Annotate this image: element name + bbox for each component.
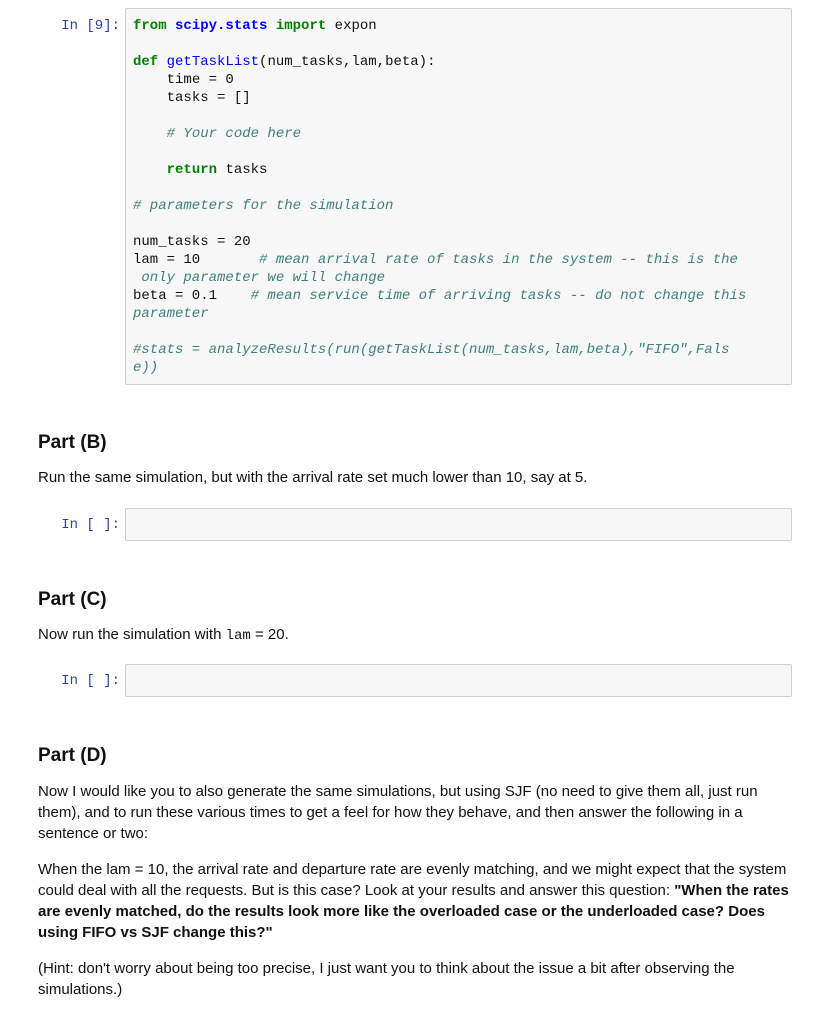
code-editor-empty[interactable] [125,508,792,541]
part-c-text-before: Now run the simulation with [38,626,226,643]
part-d-paragraph-1: Now I would like you to also generate the same simulations, but using SJF (no need to give them all, just run them), and to run these various times to get a feel for how they behave, and then answer the following in a sentence or two: [38,783,758,842]
markdown-part-c [38,589,798,647]
code-line: tasks [225,162,268,178]
import-name: expon [334,18,377,34]
part-b-text: Run the same simulation, but with the arrival rate set much lower than 10, say at 5. [38,469,588,486]
function-name: getTaskList [166,54,260,70]
code-cell-9 [0,8,830,386]
cell-prompt: In [ ]: [61,517,120,533]
comment: # Your code here [166,126,302,142]
code-line: tasks = [] [166,90,251,106]
code-cell-b [0,508,830,542]
part-d-paragraph-2 [38,859,798,943]
code-editor[interactable] [125,8,792,385]
keyword: import [275,18,327,34]
comment: e)) [133,360,159,376]
cell-prompt: In [9]: [61,18,120,34]
part-c-heading: Part (C) [38,589,107,610]
comment: # mean arrival rate of tasks in the system -- this is the [259,252,738,268]
inline-code: lam [225,628,251,644]
module-name: scipy.stats [175,18,268,34]
code-line: num_tasks = 20 [133,234,251,250]
part-c-text [38,624,798,647]
code-cell-c [0,664,830,698]
code-line: lam = 10 [133,252,201,268]
comment: # mean service time of arriving tasks -- do not change this [250,288,747,304]
keyword: return [166,162,218,178]
markdown-part-d [38,745,798,1000]
cell-prompt: In [ ]: [61,673,120,689]
keyword: from [133,18,167,34]
part-d-hint: (Hint: don't worry about being too precise, I just want you to think about the issue a bit after observing the simulations.) [38,960,735,998]
part-c-text-after: = 20. [250,626,289,643]
part-d-heading: Part (D) [38,745,107,766]
code-content [126,9,791,385]
part-d-question-intro: When the lam = 10, the arrival rate and departure rate are evenly matching, and we might expect that the system could deal with all the requests. But is this case? Look at your results and answer this question: [38,861,787,899]
comment: #stats = analyzeResults(run(getTaskList(num_tasks,lam,beta),"FIFO",Fals [133,342,730,358]
part-b-heading: Part (B) [38,432,107,453]
code-editor-empty[interactable] [125,664,792,697]
code-line: beta = 0.1 [133,288,218,304]
code-line: time = 0 [166,72,234,88]
comment: only parameter we will change [133,270,386,286]
markdown-part-b [38,432,798,488]
comment: parameter [133,306,209,322]
keyword: def [133,54,159,70]
function-args: (num_tasks,lam,beta): [259,54,436,70]
comment: # parameters for the simulation [133,198,394,214]
part-d-question-bold: "When the rates are evenly matched, do the results look more like the overloaded case or the underloaded case? Does using FIFO vs SJF change this?" [38,882,789,941]
